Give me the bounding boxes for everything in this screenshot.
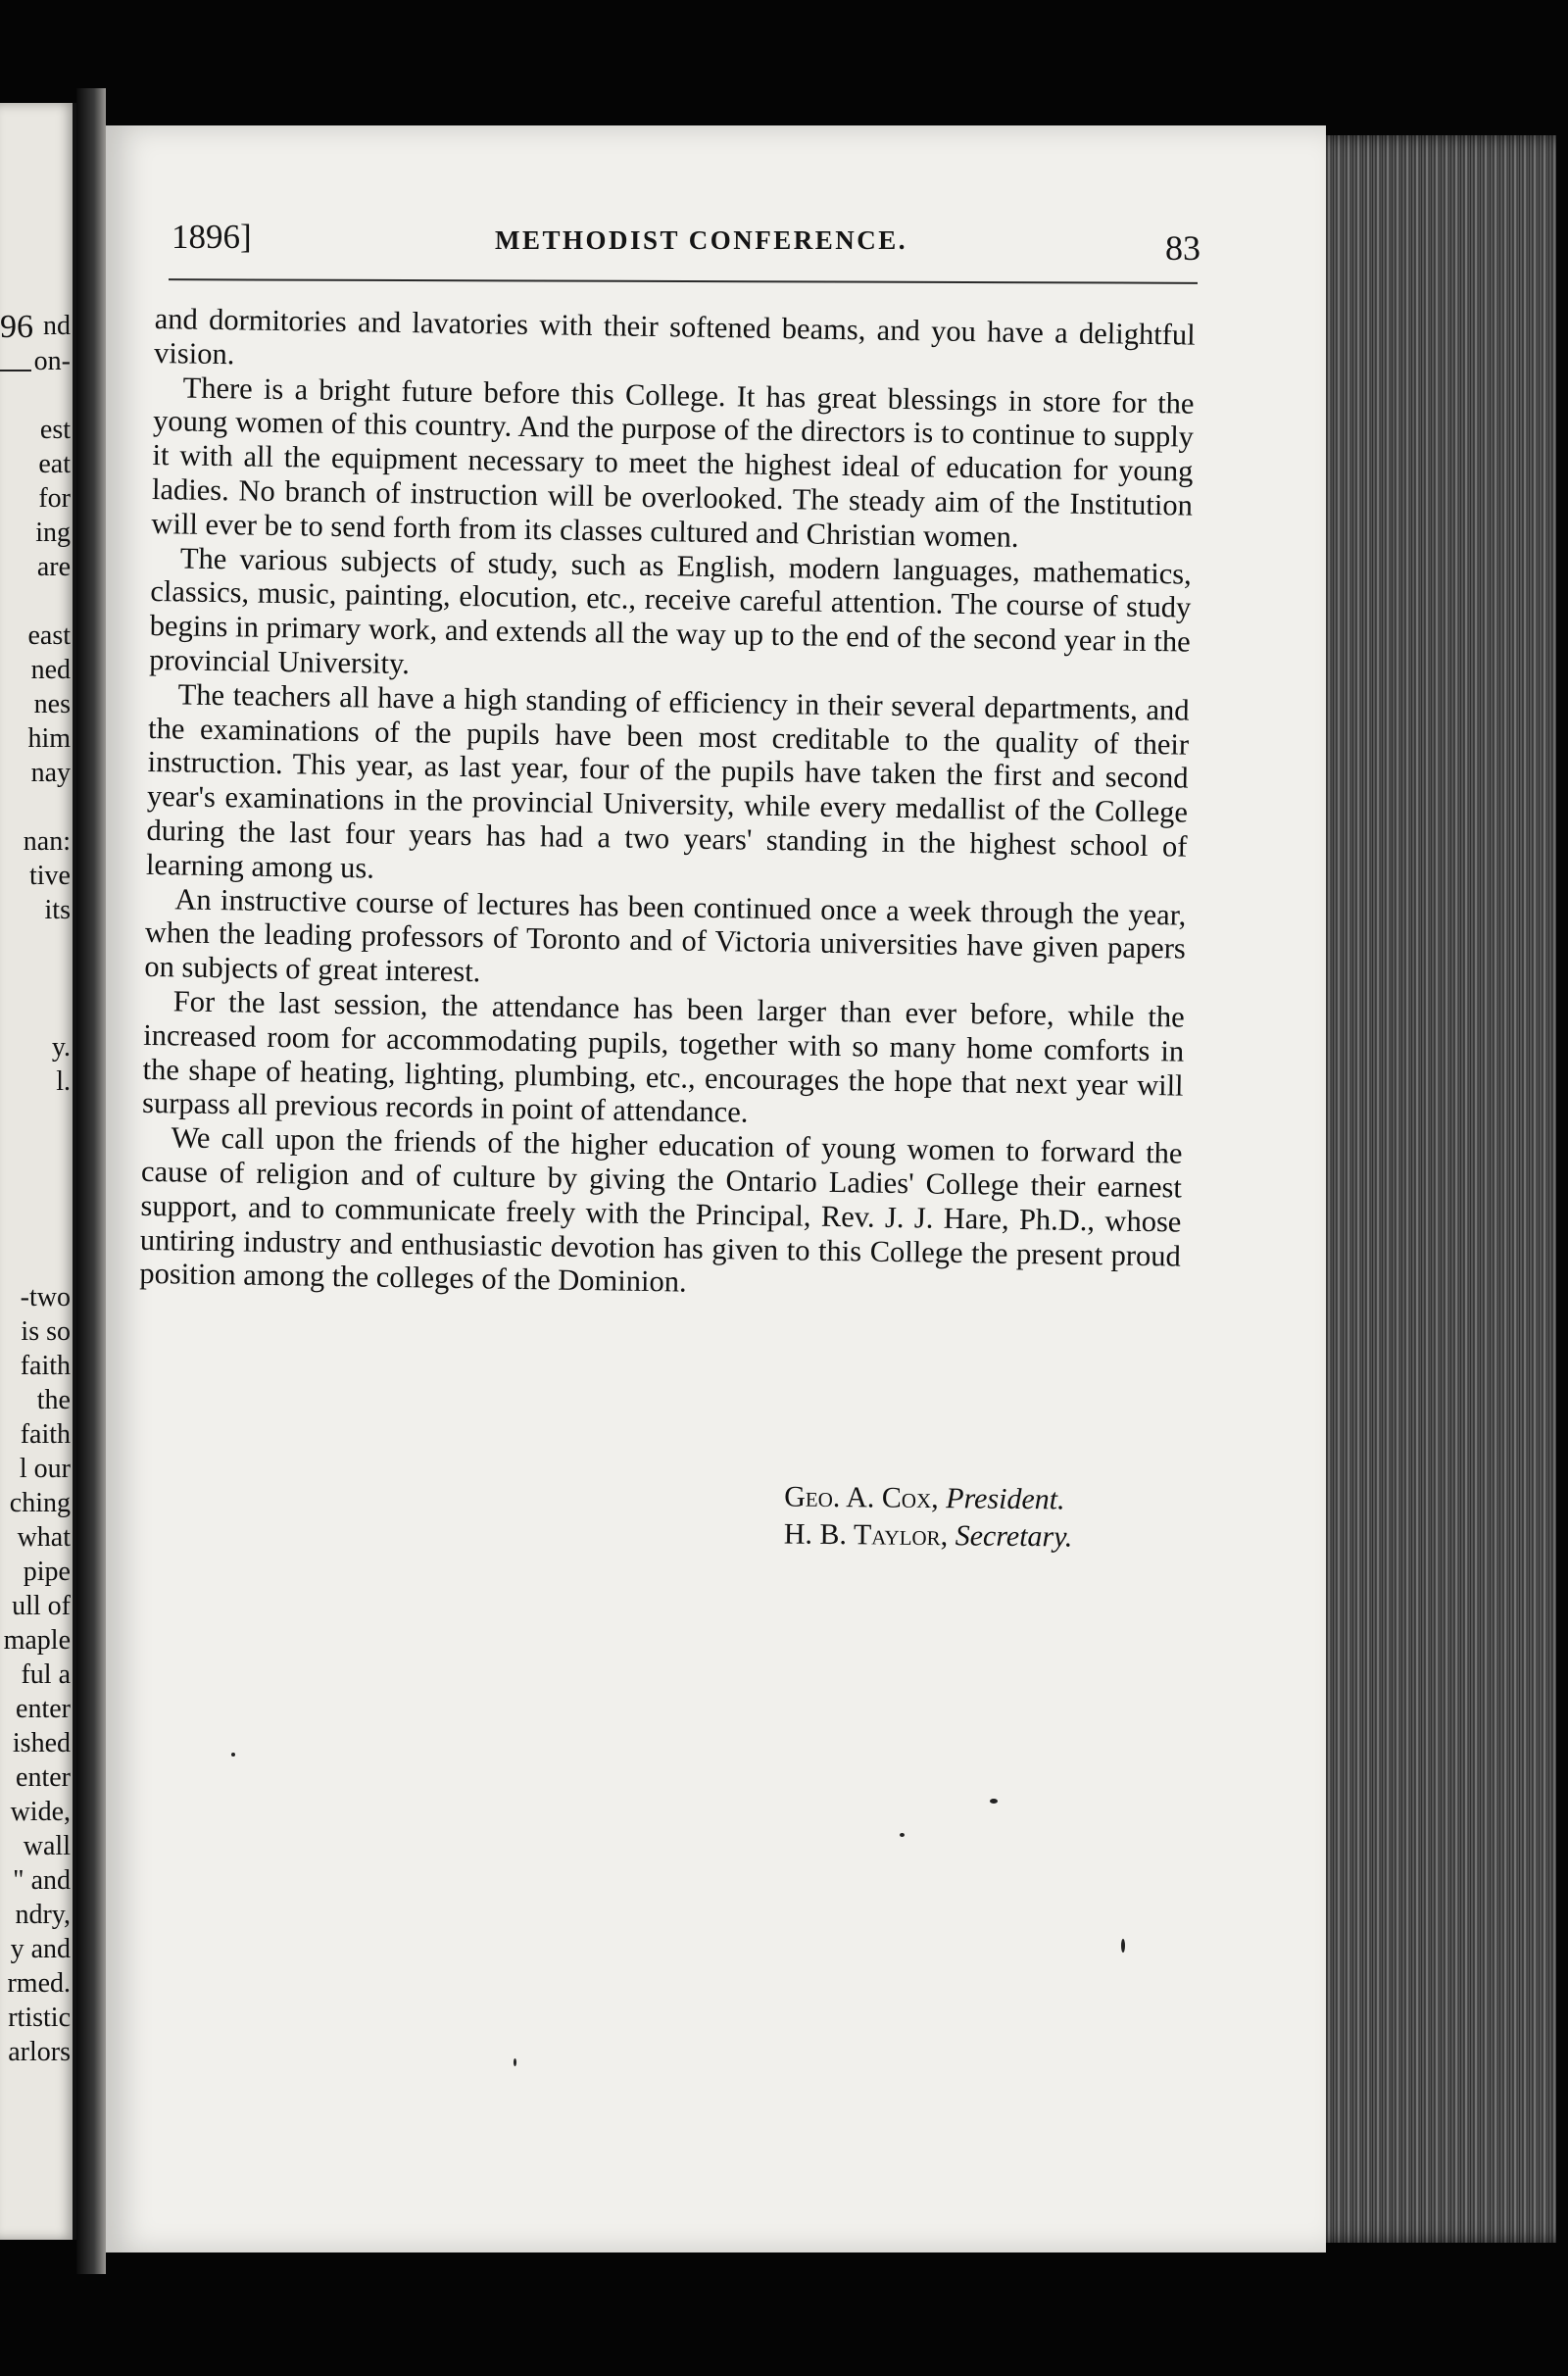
- paragraph: There is a bright future before this College. It has great blessings in store for the young women of this country. And the purpose of the directors is to continue to supply it with all the equipment necessary to meet the highest ideal of education for young ladies. No branch of instruction will be overlooked. The steady aim of the Institution will ever be to send forth from its classes cultured and Christian women.: [151, 371, 1195, 554]
- previous-page-fragment: east: [27, 620, 71, 651]
- previous-page-edge: [0, 103, 76, 2240]
- signature-secretary: [784, 1515, 1073, 1556]
- previous-page-fragment: on-: [33, 346, 71, 376]
- previous-page-fragment: maple: [3, 1625, 71, 1656]
- previous-page-fragment: the: [36, 1385, 71, 1415]
- previous-page-fragment: rmed.: [7, 1968, 71, 1999]
- signature-block: [784, 1478, 1073, 1556]
- previous-page-fragment: ching: [9, 1488, 71, 1518]
- ink-speck: [1121, 1939, 1125, 1953]
- previous-page-fragment: nd: [43, 311, 71, 341]
- previous-page-fragment: nay: [30, 758, 71, 788]
- previous-page-fragment: its: [44, 895, 71, 925]
- previous-page-fragment: est: [39, 415, 71, 445]
- previous-page-fragment: what: [17, 1522, 71, 1553]
- body-text: [139, 302, 1196, 1308]
- previous-page-fragment: faith: [20, 1419, 71, 1450]
- ink-speck: [514, 2058, 516, 2066]
- previous-page-number: 96: [0, 309, 33, 345]
- book-fore-edge: [1303, 135, 1556, 2243]
- previous-page-fragment: are: [36, 552, 71, 582]
- ink-speck: [990, 1799, 998, 1804]
- previous-page-fragment: rtistic: [8, 2003, 71, 2033]
- previous-page-fragment: ndry,: [15, 1900, 71, 1930]
- previous-page-fragment: ished: [12, 1728, 71, 1758]
- previous-page-fragment: y.: [51, 1032, 71, 1063]
- previous-page-fragment: arlors: [8, 2037, 71, 2067]
- previous-page-fragment: ing: [35, 518, 71, 548]
- header-title: METHODIST CONFERENCE.: [495, 225, 908, 255]
- paragraph: The various subjects of study, such as English, modern languages, mathematics, classics, music, painting, elocution, etc., receive careful attention. The course of study begins in primary work, and extends all the way up to the end of the second year in the provincial University.: [149, 541, 1193, 681]
- previous-page-fragment: wide,: [10, 1797, 71, 1827]
- paragraph: The teachers all have a high standing of efficiency in their several departments, and the examinations of the pupils have been most creditable to the quality of their instruction. This year, as last year, four of the pupils have taken the first and second year's examinations in the provincial University, while every medallist of the College during the last four years has had a two years' standing in the highest school of learning among us.: [145, 677, 1190, 885]
- previous-page-fragment: pipe: [23, 1557, 71, 1587]
- header-year: 1896]: [172, 218, 252, 256]
- paragraph: and dormitories and lavatories with their softened beams, and you have a delightful vision.: [153, 302, 1196, 371]
- previous-page-fragment: ful a: [21, 1659, 71, 1690]
- previous-page-fragment: faith: [20, 1351, 71, 1381]
- signatory-title: President.: [946, 1482, 1065, 1516]
- paragraph: For the last session, the attendance has been larger than ever before, while the increased room for accommodating pupils, together with so many home comforts in the shape of heating, lighting, plumbing, etc., encourages the hope that next year will surpass all previous records in point of attendance.: [141, 984, 1185, 1129]
- previous-page-fragment: wall: [23, 1831, 71, 1861]
- previous-page-fragment: l.: [56, 1066, 71, 1097]
- book-gutter: [76, 88, 106, 2274]
- signatory-name: H. B. Taylor,: [783, 1517, 949, 1553]
- previous-page-fragment: nan:: [23, 826, 71, 857]
- ink-speck: [900, 1833, 905, 1837]
- previous-page-fragment: ned: [30, 655, 71, 685]
- previous-page-rule: [0, 370, 31, 371]
- signatory-title: Secretary.: [955, 1519, 1073, 1554]
- previous-page-fragment: for: [38, 483, 71, 514]
- previous-page-fragment: eat: [38, 449, 71, 479]
- previous-page-fragment: him: [27, 723, 71, 754]
- paragraph: An instructive course of lectures has been continued once a week through the year, when the leading professors of Toronto and of Victoria universities have given papers on subjects of great interest.: [144, 881, 1187, 989]
- previous-page-fragment: nes: [33, 689, 71, 719]
- previous-page-fragment: -two: [20, 1282, 71, 1312]
- previous-page-fragment: is so: [21, 1316, 71, 1347]
- previous-page-fragment: enter: [16, 1694, 71, 1724]
- page-number: 83: [1165, 228, 1200, 268]
- previous-page-fragment: ull of: [12, 1591, 71, 1621]
- previous-page-fragment: l our: [19, 1454, 71, 1484]
- running-header: [172, 218, 1200, 267]
- signatory-name: Geo. A. Cox,: [784, 1480, 939, 1515]
- ink-speck: [231, 1753, 235, 1757]
- previous-page-fragment: y and: [10, 1934, 71, 1964]
- previous-page-fragment: enter: [16, 1762, 71, 1793]
- previous-page-fragment: " and: [13, 1865, 71, 1896]
- paragraph: We call upon the friends of the higher education of young women to forward the cause of religion and of culture by giving the Ontario Ladies' College their earnest support, and to communicate freely with the Principal, Rev. J. J. Hare, Ph.D., whose untiring industry and enthusiastic devotion has given to this College the present proud position among the colleges of the Dominion.: [139, 1120, 1183, 1299]
- signature-president: [784, 1478, 1073, 1518]
- previous-page-fragment: tive: [29, 861, 71, 891]
